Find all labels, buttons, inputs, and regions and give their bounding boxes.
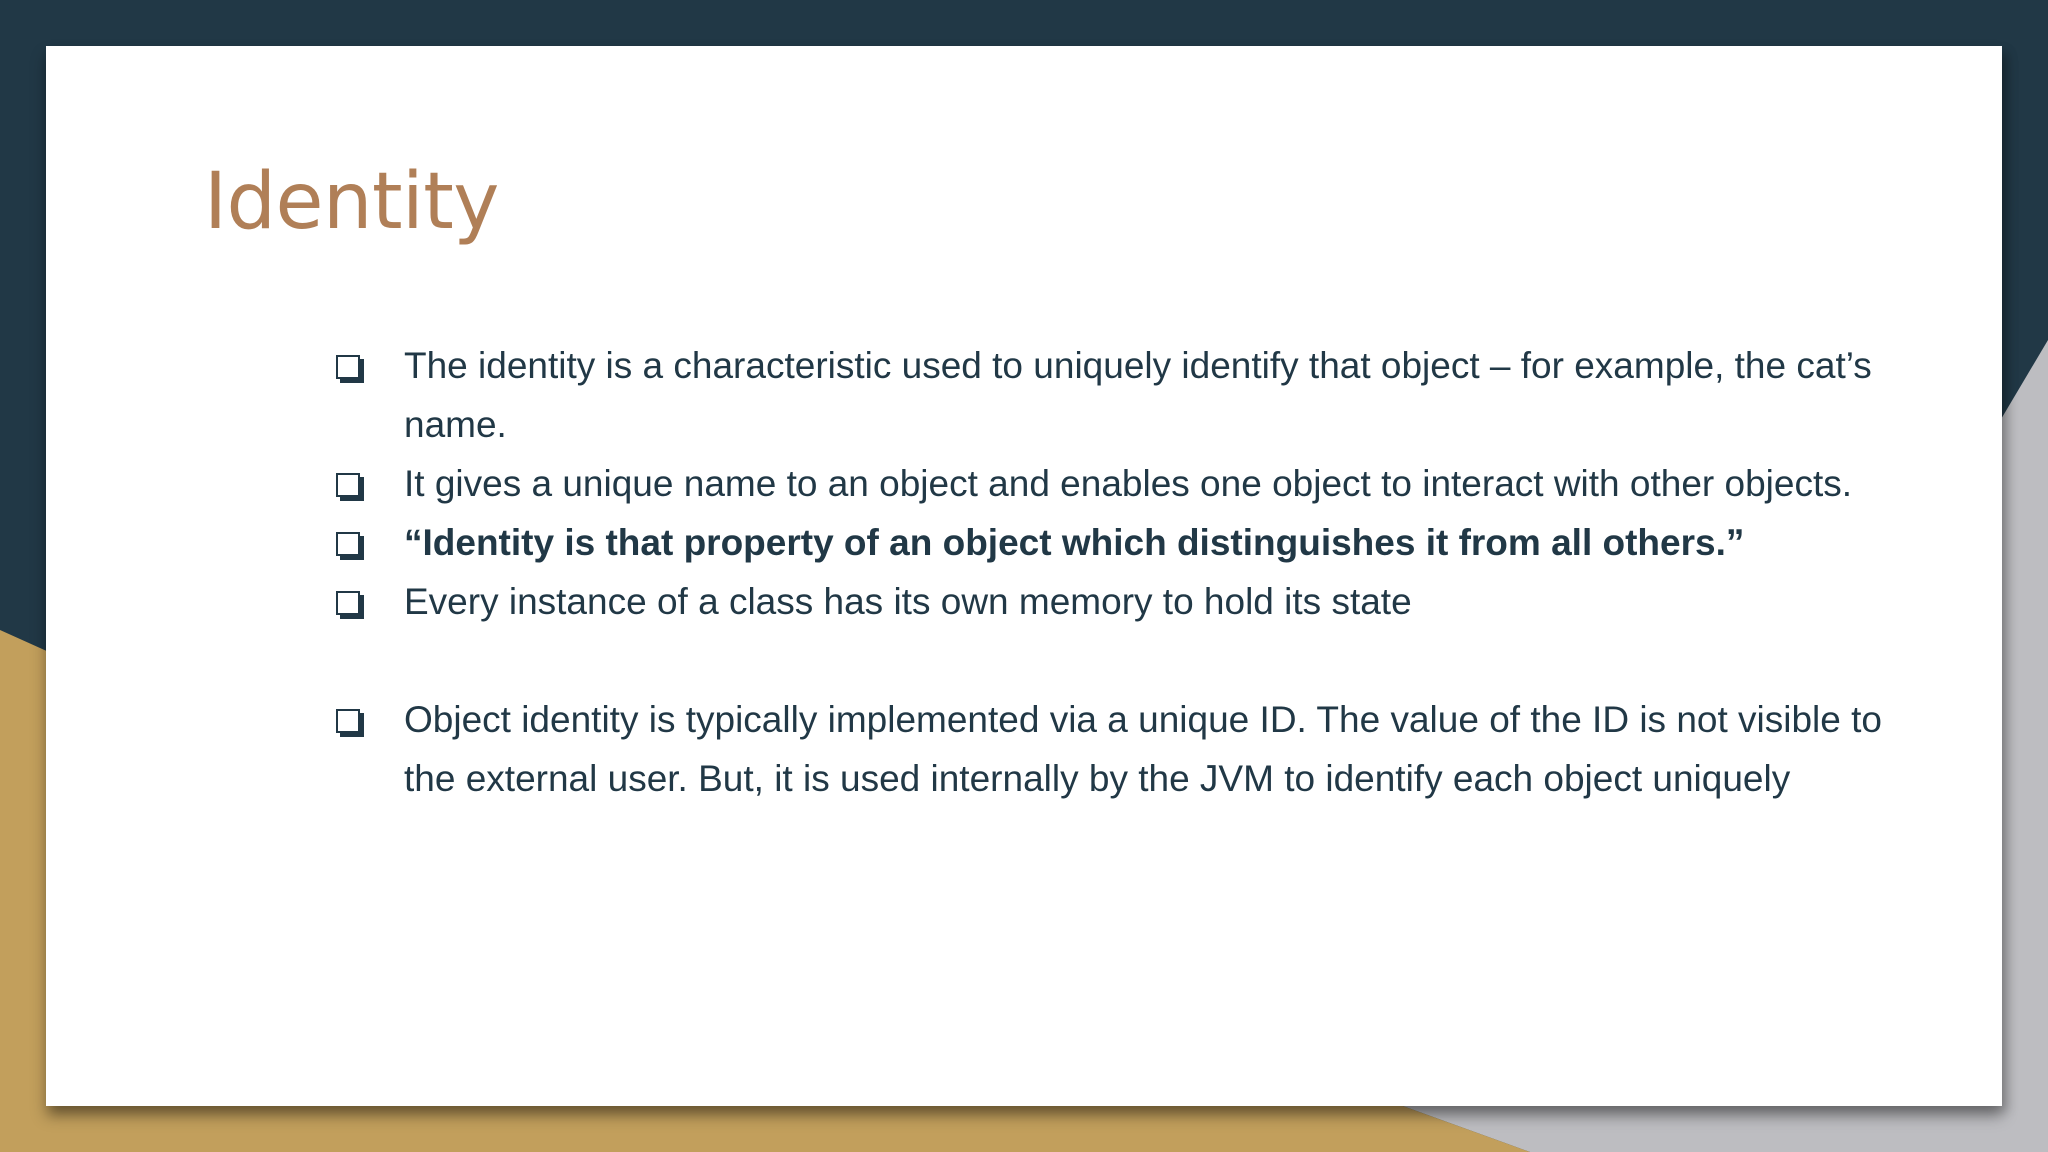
slide-title: Identity: [204, 157, 499, 247]
bullet-text: Object identity is typically implemented via a unique ID. The value of the ID is not visible to the external user. But, it is used internally by the JVM to identify each object uniquely: [404, 699, 1882, 799]
bullet-item: [336, 336, 1896, 454]
checkbox-bullet-icon: [336, 355, 360, 379]
bullet-text: Every instance of a class has its own memory to hold its state: [404, 581, 1412, 622]
checkbox-bullet-icon: [336, 473, 360, 497]
checkbox-bullet-icon: [336, 532, 360, 556]
bullet-list: [336, 336, 1896, 808]
bullet-item: [336, 572, 1896, 631]
bullet-item: [336, 454, 1896, 513]
bullet-item-quote: [336, 513, 1896, 572]
checkbox-bullet-icon: [336, 709, 360, 733]
bullet-text: The identity is a characteristic used to uniquely identify that object – for example, the cat’s name.: [404, 345, 1872, 445]
bullet-text: “Identity is that property of an object which distinguishes it from all others.”: [404, 522, 1745, 563]
slide-content: [46, 46, 2002, 1106]
bullet-text: It gives a unique name to an object and enables one object to interact with other objects.: [404, 463, 1853, 504]
checkbox-bullet-icon: [336, 591, 360, 615]
bullet-item: [336, 690, 1896, 808]
